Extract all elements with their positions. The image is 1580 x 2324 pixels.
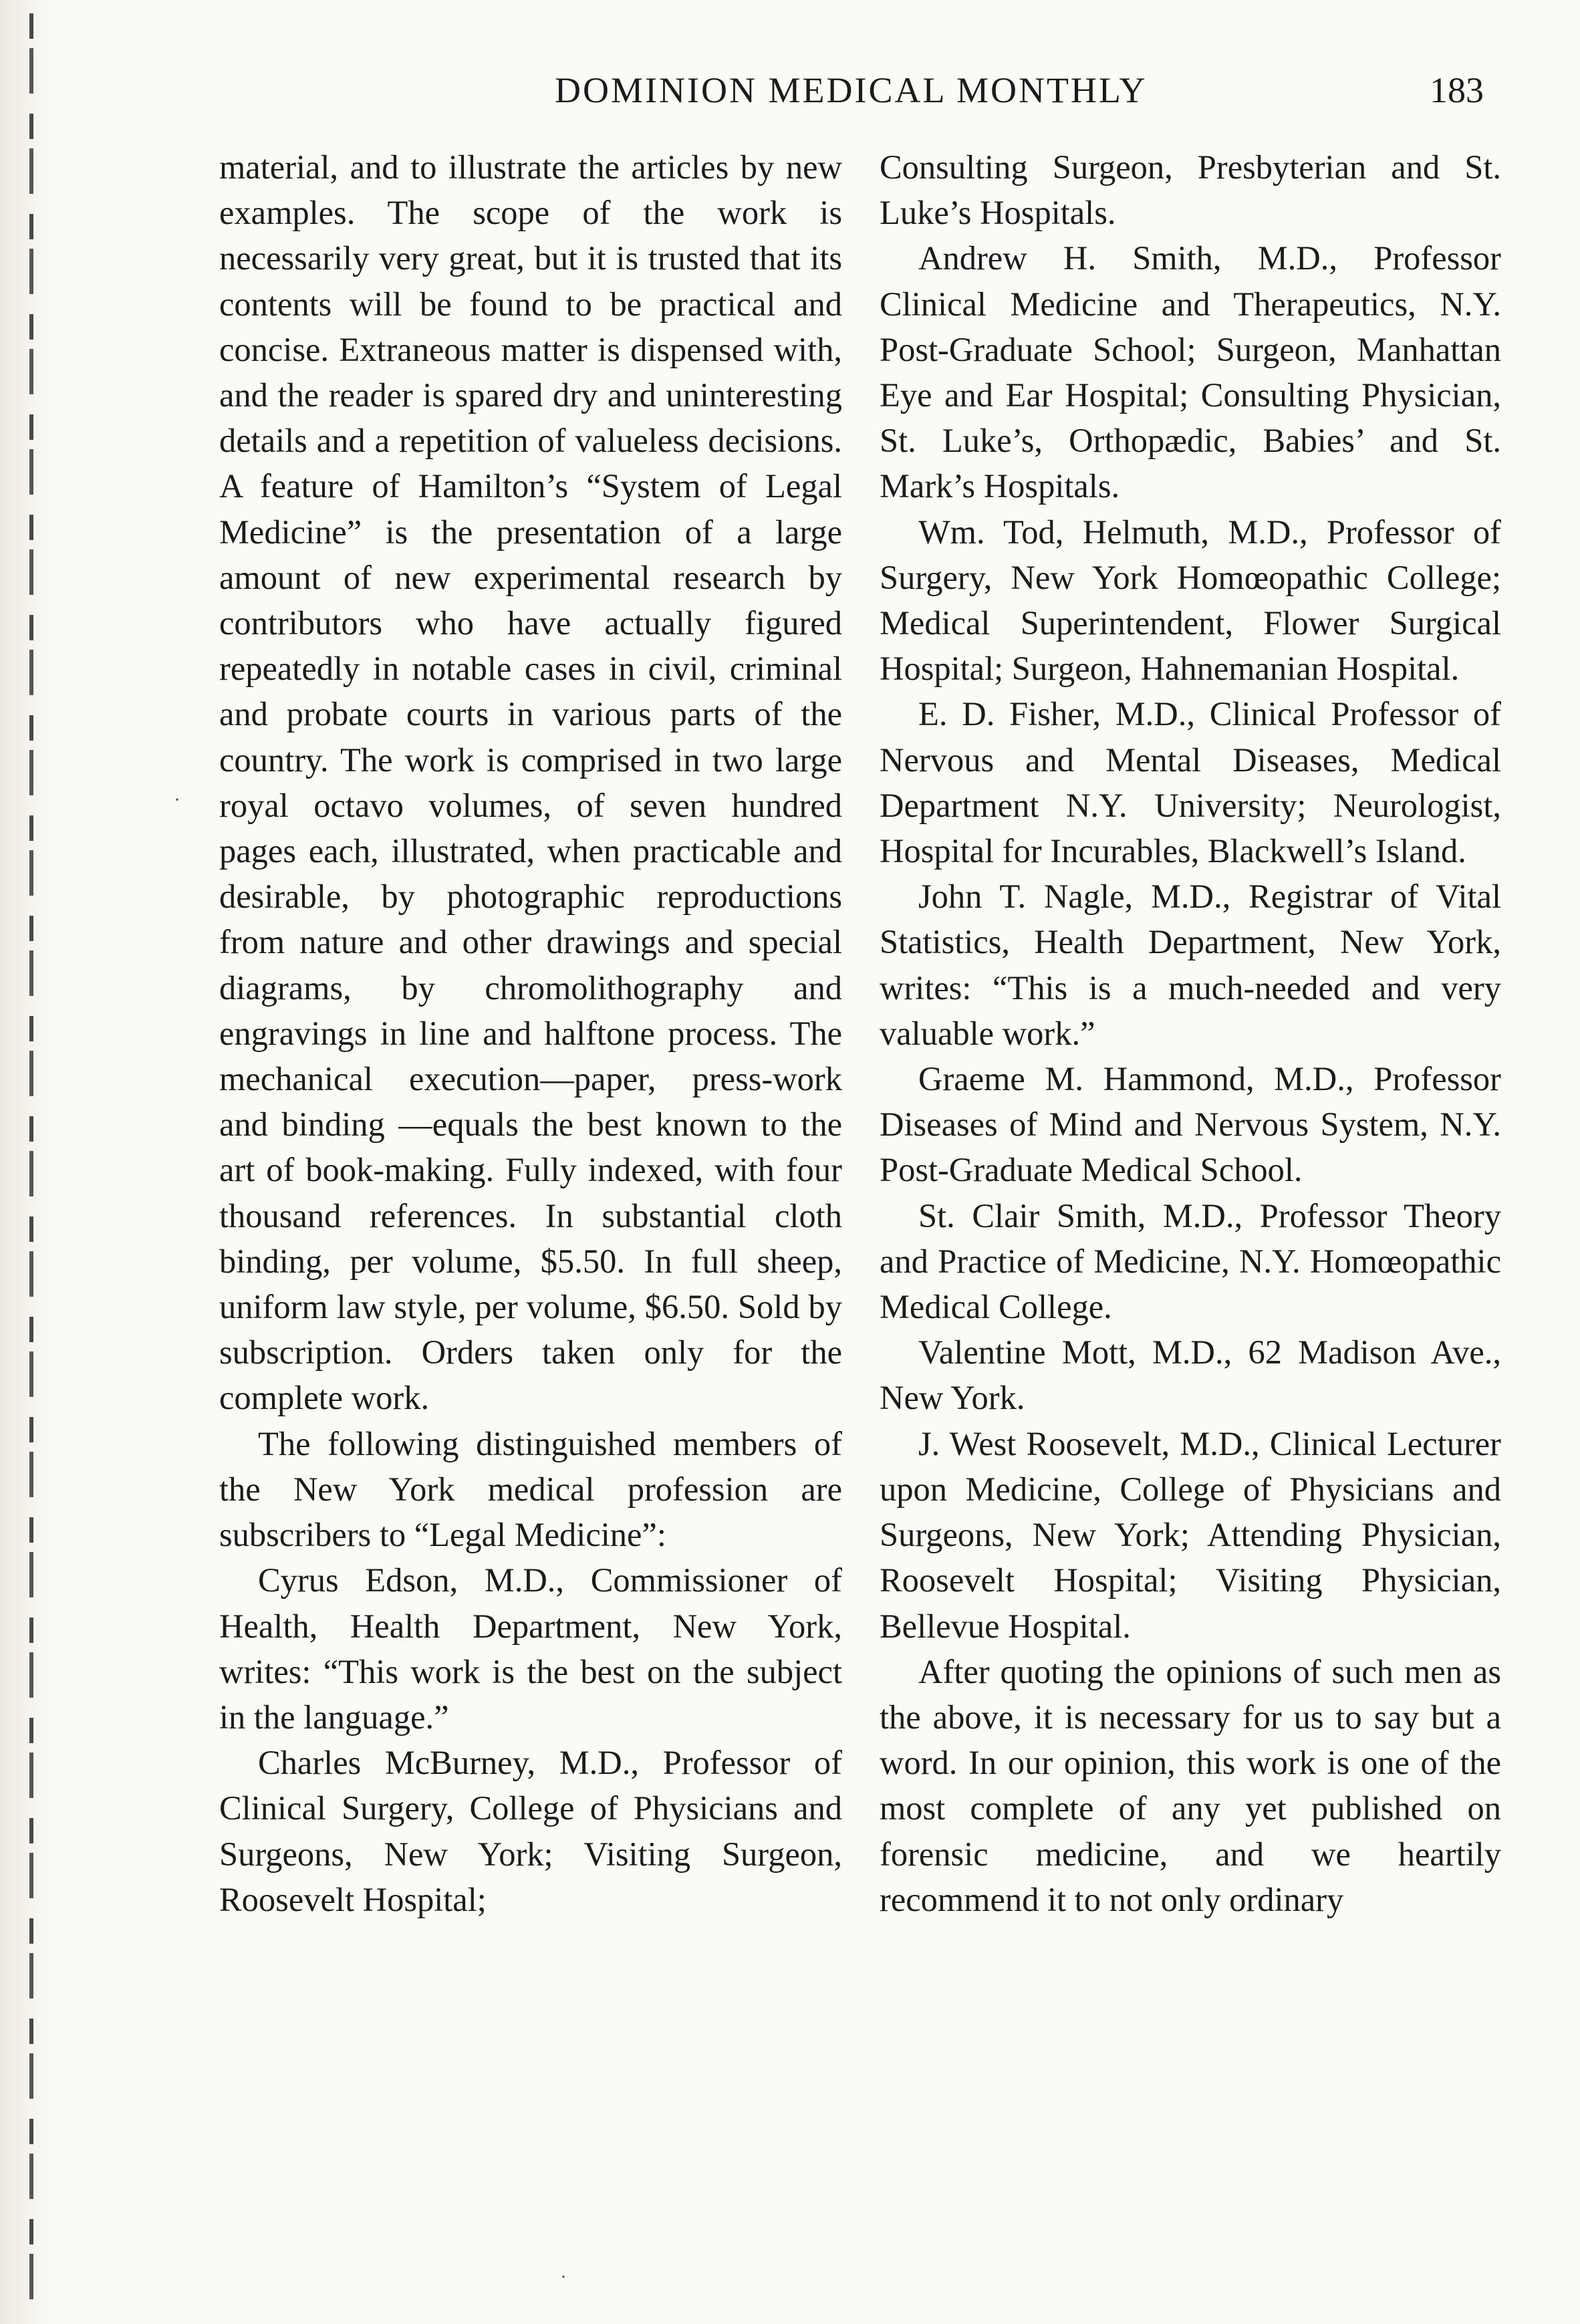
- right-column: [880, 144, 1501, 1922]
- right-paragraph-ed-fisher: E. D. Fisher, M.D., Clinical Professor of Nervous and Mental Diseases, Medical Department N.Y. University; Neurologist, Hospital for Incurables, Blackwell’s Island.: [880, 695, 1501, 870]
- right-paragraph-wm-tod-helmuth: Wm. Tod, Helmuth, M.D., Professor of Surgery, New York Homœopathic College; Medical Superintendent, Flower Surgical Hospital; Surgeon, Hahnemanian Hospital.: [880, 513, 1501, 688]
- right-paragraph-andrew-smith: Andrew H. Smith, M.D., Professor Clinical Medicine and Therapeutics, N.Y. Post-Graduate School; Surgeon, Manhattan Eye and Ear Hospital; Consulting Physician, St. Luke’s, Orthopædic, Babies’ and St. Mark’s Hospitals.: [880, 239, 1501, 505]
- left-paragraph-charles-mcburney: Charles McBurney, M.D., Professor of Clinical Surgery, College of Physicians and Surgeons, New York; Visiting Surgeon, Roosevelt Hospital;: [219, 1744, 842, 1918]
- print-speck: ·: [560, 2266, 567, 2288]
- left-paragraph-subscribers-intro: The following distinguished members of the New York medical profession are subscribers to “Legal Medicine”:: [219, 1424, 842, 1554]
- left-paragraph-cyrus-edson: Cyrus Edson, M.D., Commissioner of Health, Health Department, New York, writes: “This work is the best on the subject in the language.”: [219, 1561, 842, 1736]
- right-paragraph-john-nagle: John T. Nagle, M.D., Registrar of Vital Statistics, Health Department, New York, writes: “This is a much-needed and very valuable work.”: [880, 878, 1501, 1052]
- scanned-page-edge: [0, 0, 60, 2324]
- text-columns: [219, 144, 1501, 2236]
- right-paragraph-j-west-roosevelt: J. West Roosevelt, M.D., Clinical Lecturer upon Medicine, College of Physicians and Surgeons, New York; Attending Physician, Roosevelt Hospital; Visiting Physician, Bellevue Hospital.: [880, 1424, 1501, 1645]
- left-paragraph-continuation: material, and to illustrate the articles by new examples. The scope of the work is necessarily very great, but it is trusted that its contents will be found to be practical and concise. Extraneous matter is dispensed with, and the reader is spared dry and uninteresting details and a repetition of valueless decisions. A feature of Hamilton’s “System of Legal Medicine” is the presentation of a large amount of new experimental research by contributors who have actually figured repeatedly in notable cases in civil, criminal and probate courts in various parts of the country. The work is comprised in two large royal octavo volumes, of seven hundred pages each, illustrated, when practicable and desirable, by photographic reproductions from nature and other drawings and special diagrams, by chromolithography and engravings in line and halftone process. The mechanical execution—paper, press-work and binding —equals the best known to the art of book-making. Fully indexed, with four thousand references. In substantial cloth binding, per volume, $5.50. In full sheep, uniform law style, per volume, $6.50. Sold by subscription. Orders taken only for the complete work.: [219, 148, 842, 1417]
- running-head: DOMINION MEDICAL MONTHLY: [555, 70, 1148, 110]
- page-number: 183: [1430, 70, 1484, 110]
- right-paragraph-continuation: Consulting Surgeon, Presbyterian and St. Luke’s Hospitals.: [880, 148, 1501, 232]
- right-paragraph-closing-opinion: After quoting the opinions of such men as the above, it is necessary for us to say but a word. In our opinion, this work is one of the most complete of any yet published on forensic medicine, and we heartily recommend it to not only ordinary: [880, 1652, 1501, 1918]
- right-paragraph-st-clair-smith: St. Clair Smith, M.D., Professor Theory and Practice of Medicine, N.Y. Homœopathic Medical College.: [880, 1196, 1501, 1326]
- right-paragraph-valentine-mott: Valentine Mott, M.D., 62 Madison Ave., New York.: [880, 1333, 1501, 1417]
- left-column: [219, 144, 842, 1922]
- page-header: [214, 70, 1484, 123]
- print-speck: ·: [174, 789, 180, 811]
- right-paragraph-graeme-hammond: Graeme M. Hammond, M.D., Professor Diseases of Mind and Nervous System, N.Y. Post-Graduate Medical School.: [880, 1060, 1501, 1189]
